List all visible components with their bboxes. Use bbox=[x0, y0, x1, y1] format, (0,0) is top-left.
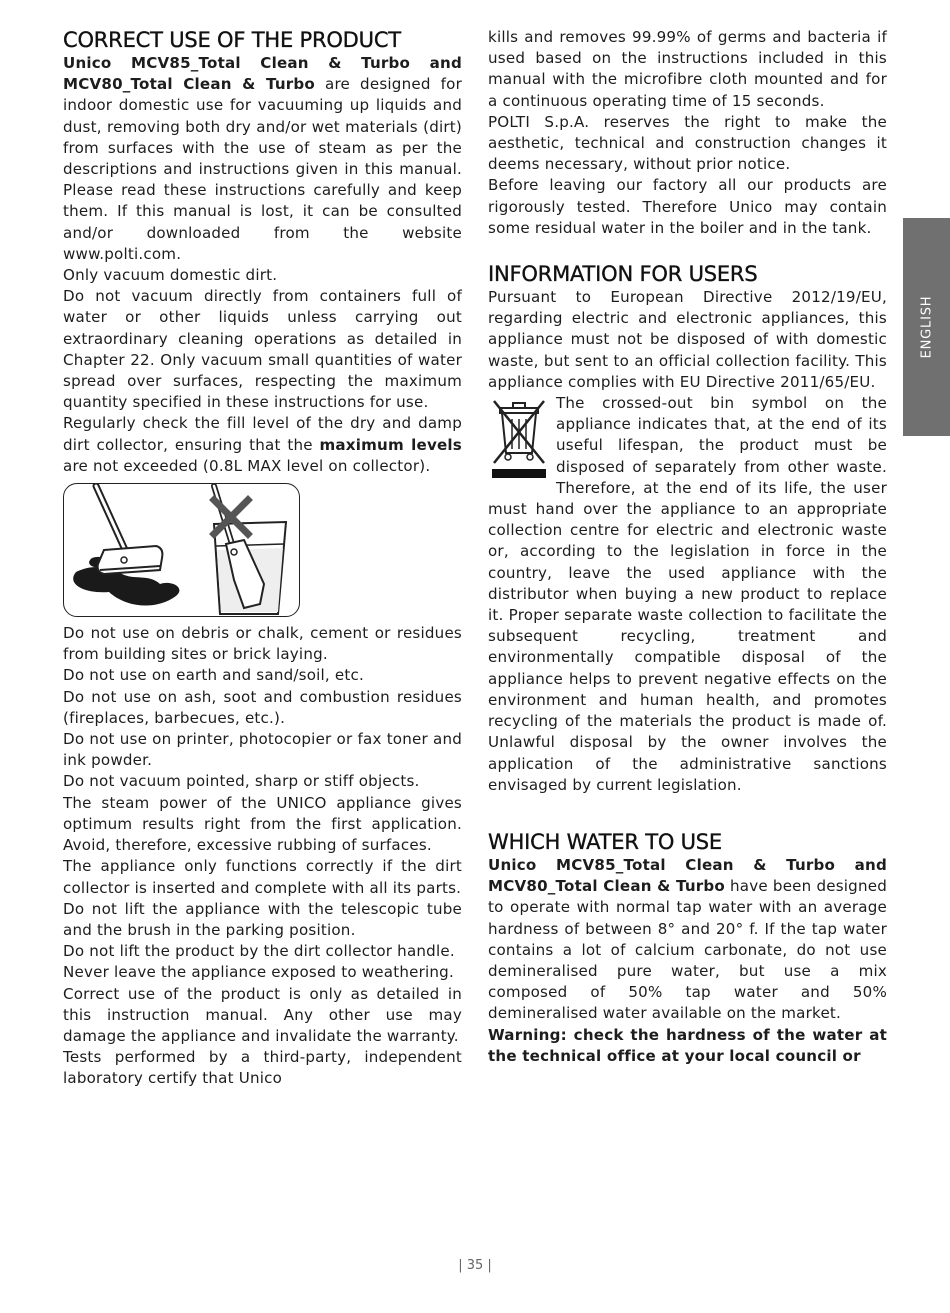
product-names-bold: Unico MCV85_Total Clean & Turbo and MCV80_Total Clean & Turbo bbox=[63, 54, 462, 94]
paragraph-domestic-dirt: Only vacuum domestic dirt. bbox=[63, 266, 278, 285]
product-names-bold-2: Unico MCV85_Total Clean & Turbo and MCV80_Total Clean & Turbo bbox=[488, 855, 887, 896]
paragraph-no-lift-handle: Do not lift the product by the dirt collector handle. bbox=[63, 942, 455, 961]
paragraph-water-type: Unico MCV85_Total Clean & Turbo and MCV80_Total Clean & Turbo have been designed to operate with normal tap water with an average hardness of between 8° and 20° f. If the tap water contains a lot of calcium carbonate, do not use demineralised pure water, but use a mix composed of 50% tap water and 50% demineralised water available on the market. bbox=[488, 855, 887, 1023]
page-number: | 35 | bbox=[458, 1258, 492, 1273]
paragraph-tests: Tests performed by a third-party, independent laboratory certify that Unico bbox=[63, 1048, 462, 1088]
vacuum-and-bucket-graphic bbox=[64, 484, 299, 616]
intended-use-text: are designed for indoor domestic use for vacuuming up liquids and dust, removing both dry and/or wet materials (dirt) from surfaces with the use of steam as per the descriptions and instructions given in this manual. Please read these instructions carefully and keep them. If this manual is lost, it can be consulted and/or downloaded from the website www.polti.com. bbox=[63, 75, 462, 263]
paragraph-no-toner: Do not use on printer, photocopier or fax toner and ink powder. bbox=[63, 730, 462, 770]
paragraph-no-ash: Do not use on ash, soot and combustion residues (fireplaces, barbecues, etc.). bbox=[63, 687, 462, 727]
paragraph-fill-level: Regularly check the fill level of the dry and damp dirt collector, ensuring that the maximum levels are not exceeded (0.8L MAX level on collector). bbox=[63, 414, 462, 475]
paragraph-no-containers: Do not vacuum directly from containers full of water or other liquids unless carrying out extraordinary cleaning operations as detailed in Chapter 22. Only vacuum small quantities of water spread over surfaces, respecting the maximum quantity specified in these instructions for use. bbox=[63, 287, 462, 412]
paragraph-dirt-collector: The appliance only functions correctly if the dirt collector is inserted and complete with all its parts. bbox=[63, 857, 462, 897]
paragraph-factory-tested: Before leaving our factory all our products are rigorously tested. Therefore Unico may contain some residual water in the boiler and in the tank. bbox=[488, 176, 887, 237]
paragraph-no-lift-tube: Do not lift the appliance with the telescopic tube and the brush in the parking position. bbox=[63, 899, 462, 939]
paragraph-steam-power: The steam power of the UNICO appliance gives optimum results right from the first application. Avoid, therefore, excessive rubbing of surfaces. bbox=[63, 793, 462, 855]
paragraph-intended-use bbox=[63, 53, 462, 265]
maximum-levels-bold: maximum levels bbox=[319, 435, 462, 454]
paragraph-warranty: Correct use of the product is only as detailed in this instruction manual. Any other use may damage the appliance and invalidate the warranty. bbox=[63, 984, 462, 1045]
language-tab-label: ENGLISH bbox=[919, 295, 934, 359]
weee-text: The crossed-out bin symbol on the appliance indicates that, at the end of its useful lifespan, the product must be disposed of separately from other waste. Therefore, at the end of its life, the user must hand over the appliance to an appropriate collection centre for electric and electronic waste or, according to the legislation in force in the country, leave the used appliance with the distributor when buying a new product to replace it. Proper separate waste collection to facilitate the subsequent recycling, treatment and environmentally compatible disposal of the appliance helps to prevent negative effects on the environment and human health, and promotes recycling of the materials the product is made of. Unlawful disposal by the owner involves the application of the administrative sanctions envisaged by current legislation. bbox=[488, 394, 887, 794]
right-column bbox=[488, 27, 887, 1067]
paragraph-germs: kills and removes 99.99% of germs and bacteria if used based on the instructions included in this manual with the microfibre cloth mounted and for a continuous operating time of 15 seconds. bbox=[488, 28, 887, 110]
left-column bbox=[63, 27, 462, 1090]
paragraph-no-earth: Do not use on earth and sand/soil, etc. bbox=[63, 666, 365, 685]
heading-information-users: INFORMATION FOR USERS bbox=[488, 262, 758, 287]
paragraph-warning: Warning: check the hardness of the water at the technical office at your local council or bbox=[488, 1025, 887, 1065]
heading-correct-use: CORRECT USE OF THE PRODUCT bbox=[63, 28, 401, 52]
language-tab bbox=[903, 218, 950, 436]
paragraph-no-sharp: Do not vacuum pointed, sharp or stiff objects. bbox=[63, 772, 420, 791]
paragraph-polti-rights: POLTI S.p.A. reserves the right to make the aesthetic, technical and construction changes it deems necessary, without prior notice. bbox=[488, 112, 887, 174]
heading-which-water: WHICH WATER TO USE bbox=[488, 829, 722, 854]
crossed-bin-icon bbox=[488, 395, 550, 479]
paragraph-weee bbox=[488, 393, 887, 796]
paragraph-no-debris: Do not use on debris or chalk, cement or residues from building sites or brick laying. bbox=[63, 624, 462, 664]
paragraph-eu-directive: Pursuant to European Directive 2012/19/EU, regarding electric and electronic appliances, this appliance must not be disposed of with domestic waste, but sent to an official collection facility. This appliance complies with EU Directive 2011/65/EU. bbox=[488, 288, 887, 391]
paragraph-weathering: Never leave the appliance exposed to weathering. bbox=[63, 963, 454, 982]
no-vacuum-container-illustration bbox=[63, 483, 300, 617]
